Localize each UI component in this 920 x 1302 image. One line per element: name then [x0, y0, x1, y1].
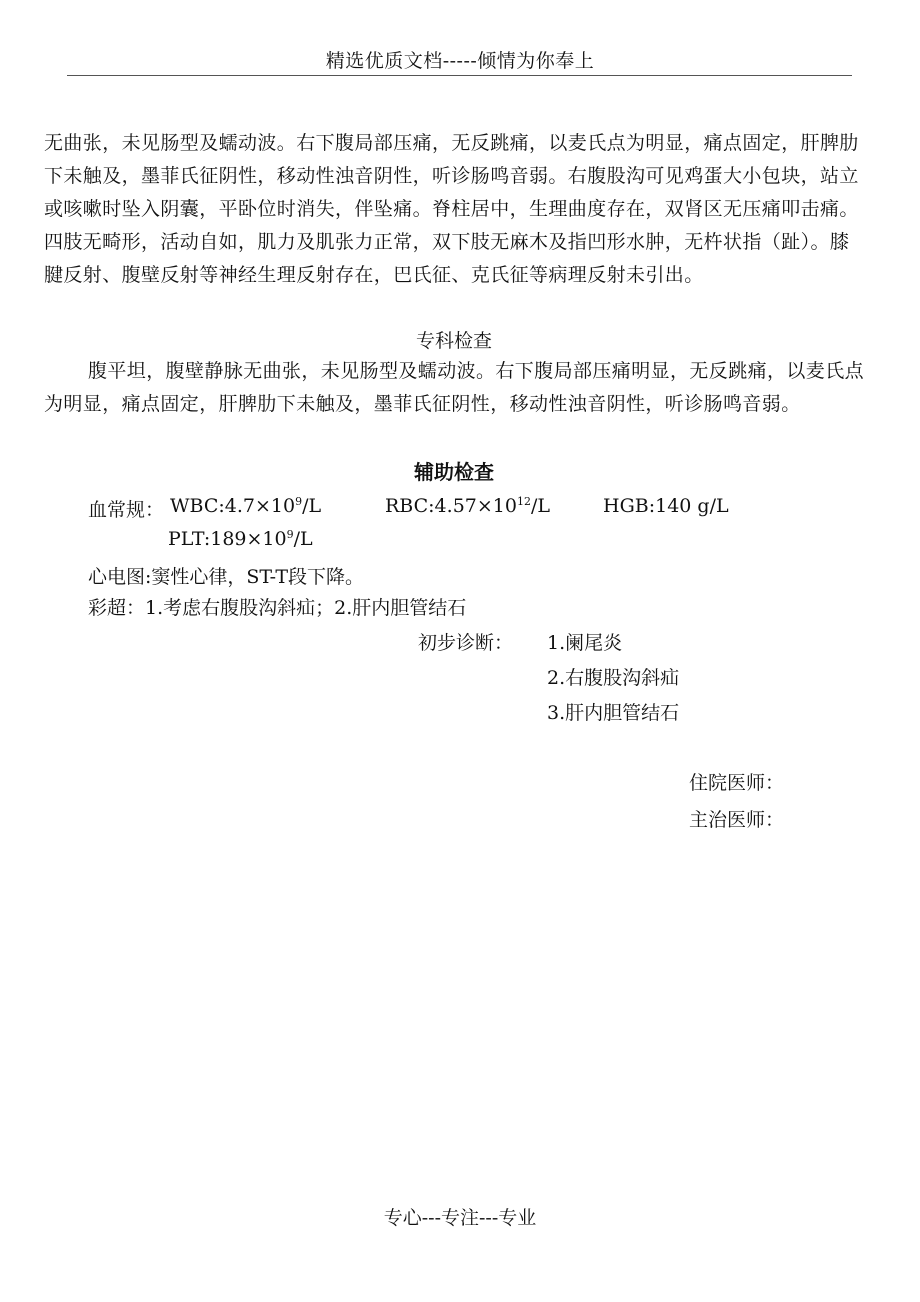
ecg-result: 心电图:窦性心律，ST-T段下降。	[88, 566, 365, 588]
diagnosis-item: 2.右腹股沟斜疝	[547, 667, 680, 689]
diagnosis-label: 初步诊断：	[418, 632, 514, 654]
diagnosis-item: 1.阑尾炎	[547, 632, 623, 654]
resident-signature-label: 住院医师：	[689, 772, 785, 794]
attending-signature-label: 主治医师：	[689, 809, 785, 831]
physical-exam-paragraph: 无曲张，未见肠型及蠕动波。右下腹局部压痛，无反跳痛，以麦氏点为明显，痛点固定，肝脾肋下未触及，墨菲氏征阴性，移动性浊音阴性，听诊肠鸣音弱。右腹股沟可见鸡蛋大小包块，站立或咳嗽时坠入阴囊，平卧位时消失，伴坠痛。脊柱居中，生理曲度存在，双肾区无压痛叩击痛。四肢无畸形，活动自如，肌力及肌张力正常，双下肢无麻木及指凹形水肿，无杵状指（趾）。膝腱反射、腹壁反射等神经生理反射存在，巴氏征、克氏征等病理反射未引出。	[44, 132, 859, 286]
aux-exam-title: 辅助检查	[414, 460, 494, 484]
header-divider	[67, 75, 852, 76]
special-exam-title: 专科检查	[415, 330, 492, 352]
page-header: 精选优质文档-----倾情为你奉上	[325, 50, 595, 72]
hgb-value: HGB:140 g/L	[603, 495, 729, 517]
wbc-value: $WBC:4.7\times 10^9/L$	[170, 495, 322, 517]
ultrasound-result: 彩超：1.考虑右腹股沟斜疝；2.肝内胆管结石	[88, 597, 467, 619]
blood-routine-label: 血常规：	[88, 499, 165, 521]
rbc-value: $RBC:4.57\times 10^{12}/L$	[385, 495, 550, 517]
diagnosis-item: 3.肝内胆管结石	[547, 702, 680, 724]
special-exam-paragraph: 腹平坦，腹壁静脉无曲张，未见肠型及蠕动波。右下腹局部压痛明显，无反跳痛，以麦氏点为明显，痛点固定，肝脾肋下未触及，墨菲氏征阴性，移动性浊音阴性，听诊肠鸣音弱。	[44, 360, 865, 415]
plt-value: $PLT:189\times 10^9/L$	[168, 528, 313, 550]
page-footer: 专心---专注---专业	[383, 1207, 537, 1229]
